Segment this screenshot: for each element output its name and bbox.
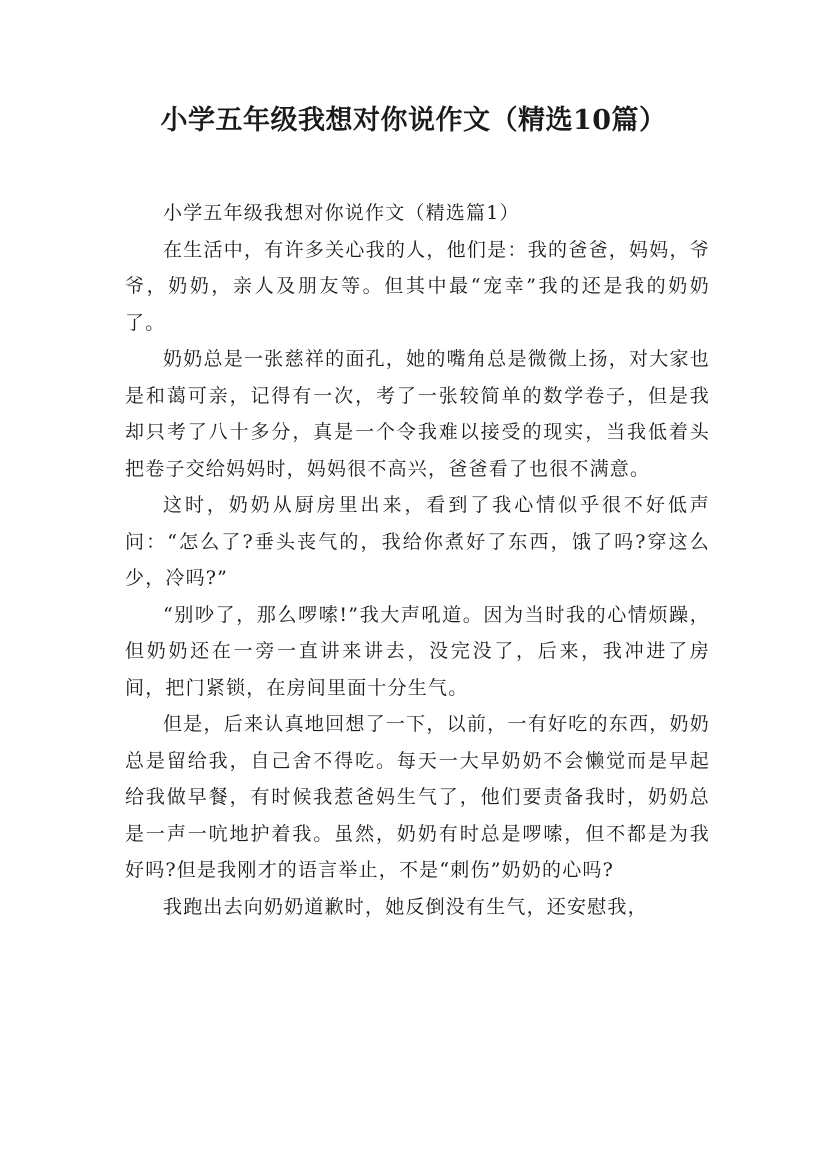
paragraph: 在生活中，有许多关心我的人，他们是：我的爸爸，妈妈，爷爷，奶奶，亲人及朋友等。但其中最“宠幸”我的还是我的奶奶了。 [125,238,710,334]
paragraph: 这时，奶奶从厨房里出来，看到了我心情似乎很不好低声问：“怎么了?垂头丧气的，我给你煮好了东西，饿了吗?穿这么少，冷吗?” [125,494,710,589]
section-heading: 小学五年级我想对你说作文（精选篇1） [163,202,520,224]
paragraph: “别吵了，那么啰嗦!”我大声吼道。因为当时我的心情烦躁，但奶奶还在一旁一直讲来讲去，没完没了，后来，我冲进了房间，把门紧锁，在房间里面十分生气。 [125,603,710,699]
document-body [125,195,710,925]
paragraph: 奶奶总是一张慈祥的面孔，她的嘴角总是微微上扬，对大家也是和蔼可亲，记得有一次，考了一张较简单的数学卷子，但是我却只考了八十多分，真是一个令我难以接受的现实，当我低着头把卷子交给妈妈时，妈妈很不高兴，爸爸看了也很不满意。 [125,348,710,480]
document-title: 小学五年级我想对你说作文（精选10篇） [160,105,667,136]
paragraph: 我跑出去向奶奶道歉时，她反倒没有生气，还安慰我， [163,895,648,918]
paragraph: 但是，后来认真地回想了一下，以前，一有好吃的东西，奶奶总是留给我，自己舍不得吃。每天一大早奶奶不会懒觉而是早起给我做早餐，有时候我惹爸妈生气了，他们要责备我时，奶奶总是一声一吭地护着我。虽然，奶奶有时总是啰嗦，但不都是为我好吗?但是我刚才的语言举止，不是“刺伤”奶奶的心吗? [125,713,710,881]
